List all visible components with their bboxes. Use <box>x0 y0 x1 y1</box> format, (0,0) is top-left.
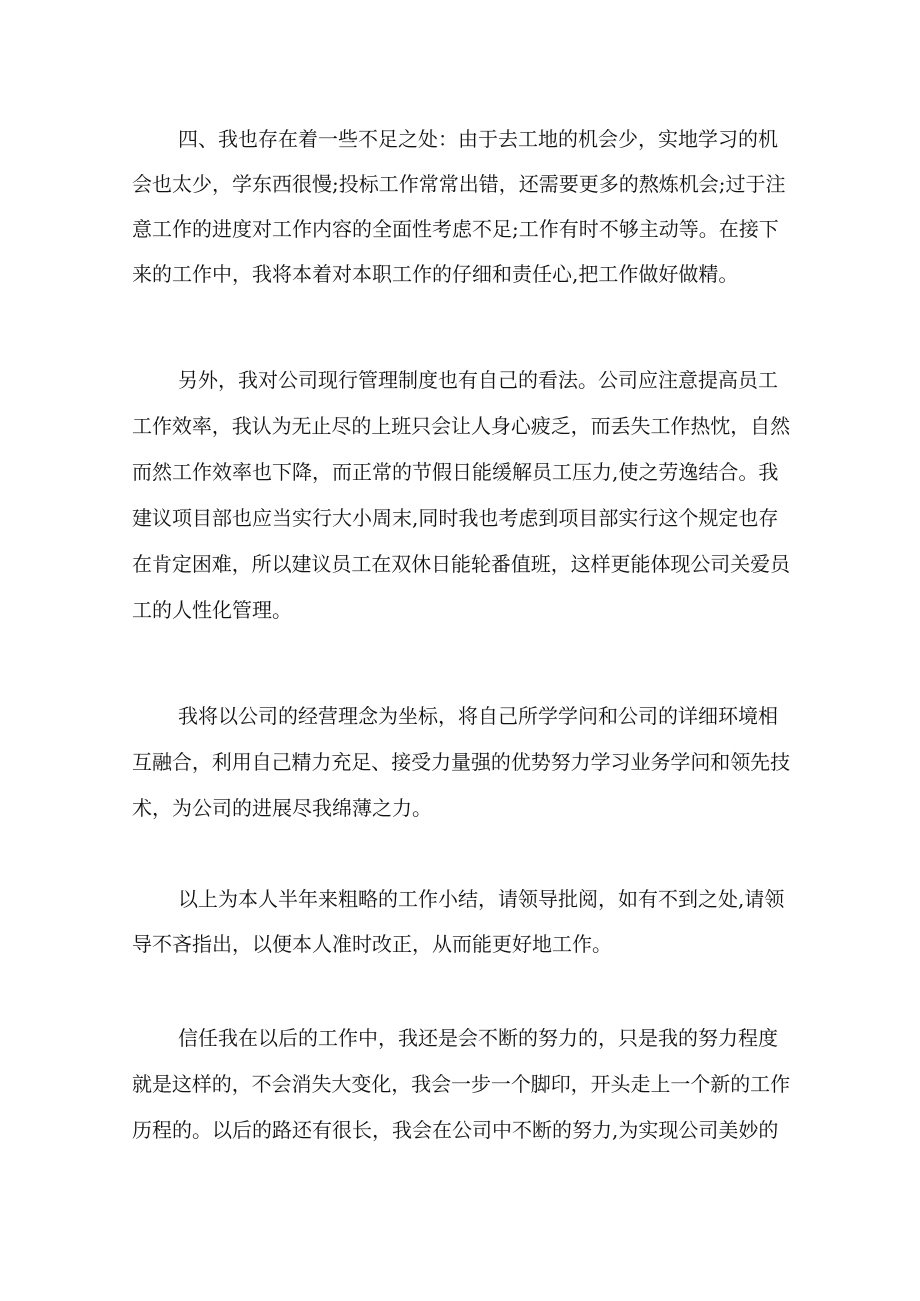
text-line: 信任我在以后的工作中，我还是会不断的努力的，只是我的努力程度 <box>178 1026 778 1050</box>
text-line: 术，为公司的进展尽我绵薄之力。 <box>132 796 432 820</box>
text-line: 建议项目部也应当实行大小周末,同时我也考虑到项目部实行这个规定也存 <box>132 506 779 530</box>
text-line: 工作效率，我认为无止尽的上班只会让人身心疲乏，而丢失工作热忱，自然 <box>132 414 791 438</box>
text-line: 会也太少，学东西很慢;投标工作常常出错，还需要更多的熬炼机会;过于注 <box>132 172 786 196</box>
text-line: 意工作的进度对工作内容的全面性考虑不足;工作有时不够主动等。在接下 <box>132 217 779 241</box>
text-line: 四、我也存在着一些不足之处：由于去工地的机会少，实地学习的机 <box>178 127 778 151</box>
text-line: 在肯定困难，所以建议员工在双休日能轮番值班，这样更能体现公司关爱员 <box>132 552 791 576</box>
text-line: 而然工作效率也下降，而正常的节假日能缓解员工压力,使之劳逸结合。我 <box>132 460 779 484</box>
text-line: 导不吝指出，以便本人准时改正，从而能更好地工作。 <box>132 932 612 956</box>
text-line: 就是这样的，不会消失大变化，我会一步一个脚印，开头走上一个新的工作 <box>132 1072 791 1096</box>
text-line: 我将以公司的经营理念为坐标，将自己所学学问和公司的详细环境相 <box>178 704 778 728</box>
text-line: 来的工作中，我将本着对本职工作的仔细和责任心,把工作做好做精。 <box>132 262 739 286</box>
text-line: 历程的。以后的路还有很长，我会在公司中不断的努力,为实现公司美妙的 <box>132 1118 779 1142</box>
text-line: 互融合，利用自己精力充足、接受力量强的优势努力学习业务学问和领先技 <box>132 750 791 774</box>
text-line: 另外，我对公司现行管理制度也有自己的看法。公司应注意提高员工 <box>178 368 778 392</box>
text-line: 工的人性化管理。 <box>132 598 292 622</box>
text-line: 以上为本人半年来粗略的工作小结，请领导批阅，如有不到之处,请领 <box>178 887 785 911</box>
